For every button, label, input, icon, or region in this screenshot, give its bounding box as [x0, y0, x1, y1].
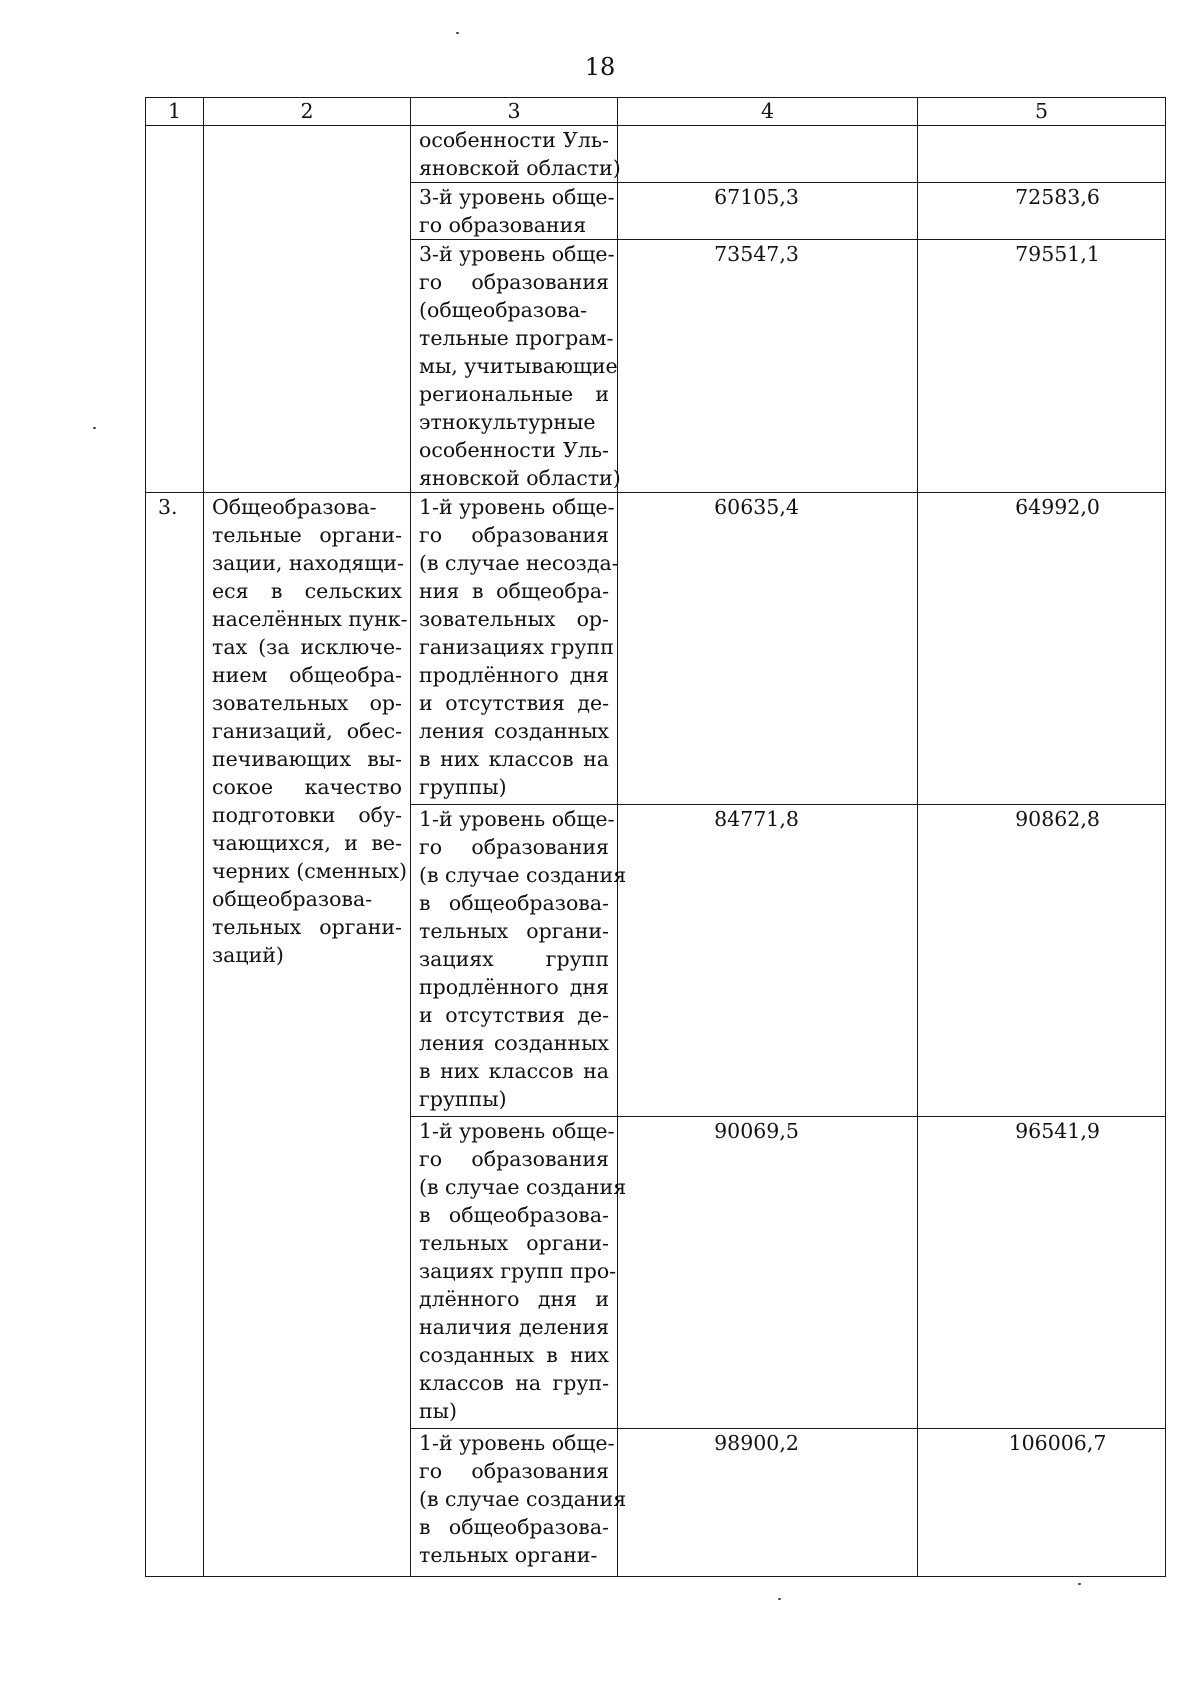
- table-row: [146, 493, 1166, 805]
- education-level-text-line: наличия деления: [419, 1315, 609, 1339]
- row-number-cell: [146, 126, 204, 493]
- header-col-3: 3: [411, 98, 618, 126]
- value-col-5-cell: [918, 126, 1166, 183]
- education-level-text-line: продлённого дня: [419, 975, 609, 999]
- organization-text-line: тах (за исключе-: [212, 635, 402, 659]
- value-col-5-cell: 90862,8: [918, 805, 1166, 1117]
- education-level-text-line: группы): [419, 1087, 507, 1111]
- education-level-text-line: (в случае создания: [419, 863, 627, 887]
- education-level-text-line: в них классов на: [419, 1059, 609, 1083]
- row-number-cell: 3.: [146, 493, 204, 1577]
- table-header-row: [146, 98, 1166, 126]
- education-level-text-line: в них классов на: [419, 747, 609, 771]
- education-level-text-line: региональные и: [419, 382, 609, 406]
- value-col-4-cell: [618, 126, 918, 183]
- education-level-text-line: классов на груп-: [419, 1371, 609, 1395]
- education-level-text-line: го образования: [419, 270, 609, 294]
- education-level-text-line: ганизациях групп: [419, 635, 614, 659]
- table-row: [146, 126, 1166, 183]
- organization-text-line: подготовки обу-: [212, 803, 402, 827]
- scan-speck: [778, 1598, 781, 1600]
- header-col-4: 4: [618, 98, 918, 126]
- value-col-5-cell: 64992,0: [918, 493, 1166, 805]
- education-level-text-line: ления созданных: [419, 1031, 609, 1055]
- education-level-text-line: зациях групп: [419, 947, 609, 971]
- education-level-text-line: группы): [419, 775, 507, 799]
- organization-cell: [204, 493, 411, 1577]
- value-col-5-cell: 72583,6: [918, 183, 1166, 240]
- education-level-text-line: (в случае создания: [419, 1487, 627, 1511]
- education-level-text-line: 1-й уровень обще-: [419, 807, 615, 831]
- header-col-1: 1: [146, 98, 204, 126]
- organization-cell: [204, 126, 411, 493]
- organization-text-line: чающихся, и ве-: [212, 831, 402, 855]
- education-level-text-line: и отсутствия де-: [419, 1003, 609, 1027]
- education-level-text-line: тельных органи-: [419, 919, 609, 943]
- education-level-cell: [411, 126, 621, 183]
- organization-text-line: еся в сельских: [212, 579, 402, 603]
- education-level-text-line: 3-й уровень обще-: [419, 242, 615, 266]
- organization-text-line: общеобразова-: [212, 887, 373, 911]
- value-col-4-cell: 98900,2: [618, 1429, 918, 1577]
- education-level-text-line: тельных органи-: [419, 1231, 609, 1255]
- education-level-text-line: го образования: [419, 523, 609, 547]
- education-level-text-line: тельных органи-: [419, 1543, 598, 1567]
- education-level-text-line: го образования: [419, 835, 609, 859]
- organization-text-line: ганизаций, обес-: [212, 719, 402, 743]
- tariff-table: [145, 97, 1166, 1577]
- organization-text-line: зовательных ор-: [212, 691, 402, 715]
- education-level-text-line: в общеобразова-: [419, 891, 609, 915]
- value-col-4-cell: 67105,3: [618, 183, 918, 240]
- organization-text-line: Общеобразова-: [212, 495, 377, 519]
- education-level-text-line: тельные програм-: [419, 326, 614, 350]
- education-level-text-line: зациях групп про-: [419, 1259, 617, 1283]
- education-level-text-line: (в случае создания: [419, 1175, 627, 1199]
- education-level-text-line: пы): [419, 1399, 457, 1423]
- value-col-4-cell: 90069,5: [618, 1117, 918, 1429]
- organization-text-line: нием общеобра-: [212, 663, 402, 687]
- education-level-text-line: особенности Уль-: [419, 128, 609, 152]
- scan-speck: [1078, 1583, 1081, 1585]
- education-level-text-line: го образования: [419, 213, 587, 237]
- education-level-text-line: особенности Уль-: [419, 438, 609, 462]
- education-level-text-line: (в случае несозда-: [419, 551, 619, 575]
- education-level-text-line: зовательных ор-: [419, 607, 609, 631]
- education-level-cell: [411, 493, 618, 805]
- header-col-5: 5: [918, 98, 1166, 126]
- education-level-text-line: го образования: [419, 1147, 609, 1171]
- organization-text-line: черних (сменных): [212, 859, 407, 883]
- scan-speck: [456, 32, 459, 34]
- organization-text-line: заций): [212, 943, 284, 967]
- organization-text-line: зации, находящи-: [212, 551, 404, 575]
- education-level-text-line: 3-й уровень обще-: [419, 185, 615, 209]
- organization-text-line: тельные органи-: [212, 523, 402, 547]
- page-number: 18: [584, 53, 616, 81]
- education-level-cell: [411, 1429, 627, 1577]
- value-col-4-cell: 73547,3: [618, 240, 918, 493]
- education-level-text-line: длённого дня и: [419, 1287, 609, 1311]
- organization-text-line: печивающих вы-: [212, 747, 402, 771]
- education-level-text-line: 1-й уровень обще-: [419, 1119, 615, 1143]
- education-level-text-line: (общеобразова-: [419, 298, 588, 322]
- education-level-text-line: 1-й уровень обще-: [419, 495, 615, 519]
- value-col-5-cell: 79551,1: [918, 240, 1166, 493]
- value-col-4-cell: 84771,8: [618, 805, 918, 1117]
- education-level-text-line: в общеобразова-: [419, 1203, 609, 1227]
- education-level-text-line: го образования: [419, 1459, 609, 1483]
- education-level-text-line: ния в общеобра-: [419, 579, 609, 603]
- organization-text-line: сокое качество: [212, 775, 402, 799]
- value-col-4-cell: 60635,4: [618, 493, 918, 805]
- education-level-cell: [411, 183, 618, 240]
- education-level-text-line: 1-й уровень обще-: [419, 1431, 615, 1455]
- education-level-text-line: этнокультурные: [419, 410, 596, 434]
- value-col-5-cell: 96541,9: [918, 1117, 1166, 1429]
- scan-speck: [93, 427, 96, 429]
- education-level-text-line: созданных в них: [419, 1343, 609, 1367]
- education-level-text-line: яновской области): [419, 156, 621, 180]
- education-level-cell: [411, 805, 627, 1117]
- header-col-2: 2: [204, 98, 411, 126]
- value-col-5-cell: 106006,7: [918, 1429, 1166, 1577]
- organization-text-line: тельных органи-: [212, 915, 402, 939]
- education-level-text-line: яновской области): [419, 466, 621, 490]
- education-level-text-line: в общеобразова-: [419, 1515, 609, 1539]
- education-level-text-line: и отсутствия де-: [419, 691, 609, 715]
- education-level-text-line: мы, учитывающие: [419, 354, 618, 378]
- education-level-cell: [411, 240, 621, 493]
- education-level-text-line: ления созданных: [419, 719, 609, 743]
- education-level-text-line: продлённого дня: [419, 663, 609, 687]
- education-level-cell: [411, 1117, 627, 1429]
- organization-text-line: населённых пунк-: [212, 607, 408, 631]
